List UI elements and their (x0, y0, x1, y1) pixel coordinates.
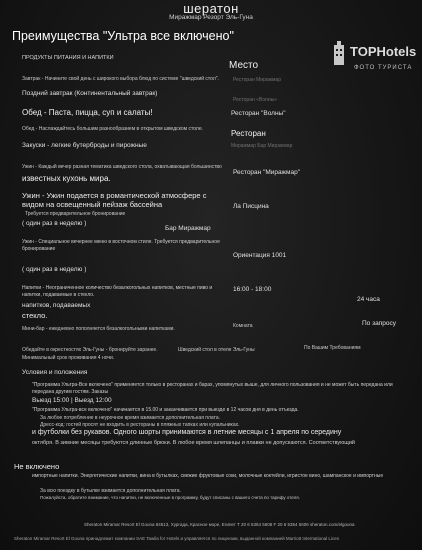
watermark-word: TOPHotels (350, 44, 417, 59)
not-included-item-2: За всю поездку в бутылке взимается дополнительная плата. (40, 488, 181, 494)
row-bar-miramar: Бар Миражмар (165, 225, 211, 232)
conditions-item-2: Выезд 15:00 | Выезд 12:00 (32, 397, 112, 404)
row-once-a-week: ( один раз в неделю ) (22, 220, 87, 227)
footer-license: Sheraton Miramar Resort El Gouna принадлежит компании SAE Tawila for Hotels и управляется по лицензии, выданной компанией Marriott International Licen (14, 536, 340, 541)
not-included-item-3: Пожалуйста, обратите внимание, что напитки, не включенные в программу, будут списаны с вашего счета по тарифу отеля. (40, 495, 300, 500)
row-breakfast-place: Ресторан Миражмар (233, 77, 281, 83)
row-snacks-place: Миражмар Бар Миражмар (231, 143, 293, 149)
conditions-item-5: Дресс-код: гостей просят не входить в рестораны в пляжных тапках или купальниках. (40, 422, 240, 428)
row-breakfast: Завтрак - Начините свой день с широкого выбора блюд по системе "шведский стол". (22, 76, 219, 82)
on-request: По запросу (362, 320, 396, 327)
row-dinner-themes: Ужин - Каждый вечер разная тематика шведского стола, охватывающая большинство (22, 164, 222, 170)
row-late-breakfast: Поздний завтрак (Континентальный завтрак) (22, 90, 158, 97)
row-romantic-dinner-place: Ла Писцина (233, 203, 269, 210)
row-dine-around-place: Шведский стол в отеле Эль-Гуны (178, 347, 255, 353)
conditions-item-3: "Программа Ультра-все включено" начинается в 15.00 и заканчивается при выезде в 12 часов дня в день отъезда. (32, 407, 299, 413)
row-oriental-dinner: Ужин - Специальное вечернее меню в восточном стиле. Требуется предварительное бронирование (22, 239, 220, 252)
conditions-title: Условия и положения (22, 369, 88, 376)
row-romantic-dinner: Ужин - Ужин подается в романтической атмосфере с видом на освещенный пейзаж бассейна (22, 191, 207, 209)
row-drinks: Напитки - Неограниченное количество безалкогольных напитков, местные пиво и напитки, подаваемые в стекло. (22, 285, 213, 298)
conditions-item-1: "Программа Ультра-Все включено" применяется только в ресторанах и барах, упомянутых выше, для личного пользования и не может быть передана или передана другим гостям. Заказы (32, 382, 393, 395)
row-drinks-3: стекло. (22, 311, 48, 320)
row-lunch-pasta-place: Ресторан "Волны" (231, 110, 286, 117)
row-dine-around: Обедайте в окрестностях Эль-Гуны - бронируйте заранее. (22, 347, 158, 353)
row-lunch-buffet: Обед - Наслаждайтесь большим разнообразием в открытом шведском столе. (22, 126, 203, 132)
hotel-tower-icon (330, 41, 348, 65)
tophotels-watermark (330, 35, 415, 81)
conditions-item-6: и футболки без рукавов. Одного шорты принимаются в летние месяцы с 1 апреля по середину (32, 429, 342, 436)
row-booking-required: Требуется предварительное бронирование (25, 211, 126, 217)
row-drinks-time: 16:00 - 18:00 (233, 286, 272, 293)
row-snacks: Закуски - легкие бутерброды и пирожные (22, 142, 147, 149)
row-minibar: Мини-бар - ежедневно пополняется безалкогольными напитками. (22, 326, 175, 332)
row-dinner-themes-place: Ресторан "Миражмар" (233, 169, 300, 176)
column-header-place: Место (229, 60, 259, 71)
not-included-title: Не включено (14, 462, 60, 471)
row-lunch-buffet-place: Ресторан (231, 129, 266, 138)
watermark-sub: ФОТО ТУРИСТА (354, 65, 413, 71)
row-drinks-2: напитков, подаваемых (22, 302, 91, 309)
row-dinner-themes-2: известных кухонь мира. (22, 174, 111, 183)
footer-address: Sheraton Miramar Resort El Gouna 84513, Хургада, Красное море, Египет T 20 6 5354 5608 F 20 6 5354 5606 sheraton.com/elgouna (84, 522, 355, 527)
not-included-item-1: импортные напитки. Энергетические напитки, вина в бутылках, свежие фруктовые соки, молочные коктейли, игристое вино, шампанское и импортные (32, 473, 384, 479)
by-request: По Вашим Требованиям (304, 345, 361, 351)
row-oriental-dinner-place: Ориентация 1001 (233, 252, 287, 259)
row-once-a-week-2: ( один раз в неделю ) (22, 266, 87, 273)
conditions-item-4: За любое потребление в неурочное время взимается дополнительная плата. (40, 415, 221, 421)
row-min-stay: Минимальный срок проживания 4 ночи. (22, 355, 115, 361)
row-drinks-hours: 24 часа (357, 296, 380, 303)
brand-subtitle: Миражмар Резорт Эль-Гуна (169, 14, 253, 21)
row-late-breakfast-place: Ресторан «Волны» (233, 97, 277, 103)
brand-title: шератон (183, 1, 239, 16)
row-lunch-pasta: Обед - Паста, пицца, суп и салаты! (22, 108, 153, 117)
conditions-item-7: октября. В зимние месяцы требуются длинные брюки. В любое время шлепанцы и плавки не допускаются. Соответствующий (32, 440, 355, 446)
row-minibar-place: Комната (233, 323, 253, 329)
page-title: Преимущества "Ультра все включено" (12, 29, 234, 43)
column-header-products: ПРОДУКТЫ ПИТАНИЯ И НАПИТКИ (22, 55, 114, 61)
